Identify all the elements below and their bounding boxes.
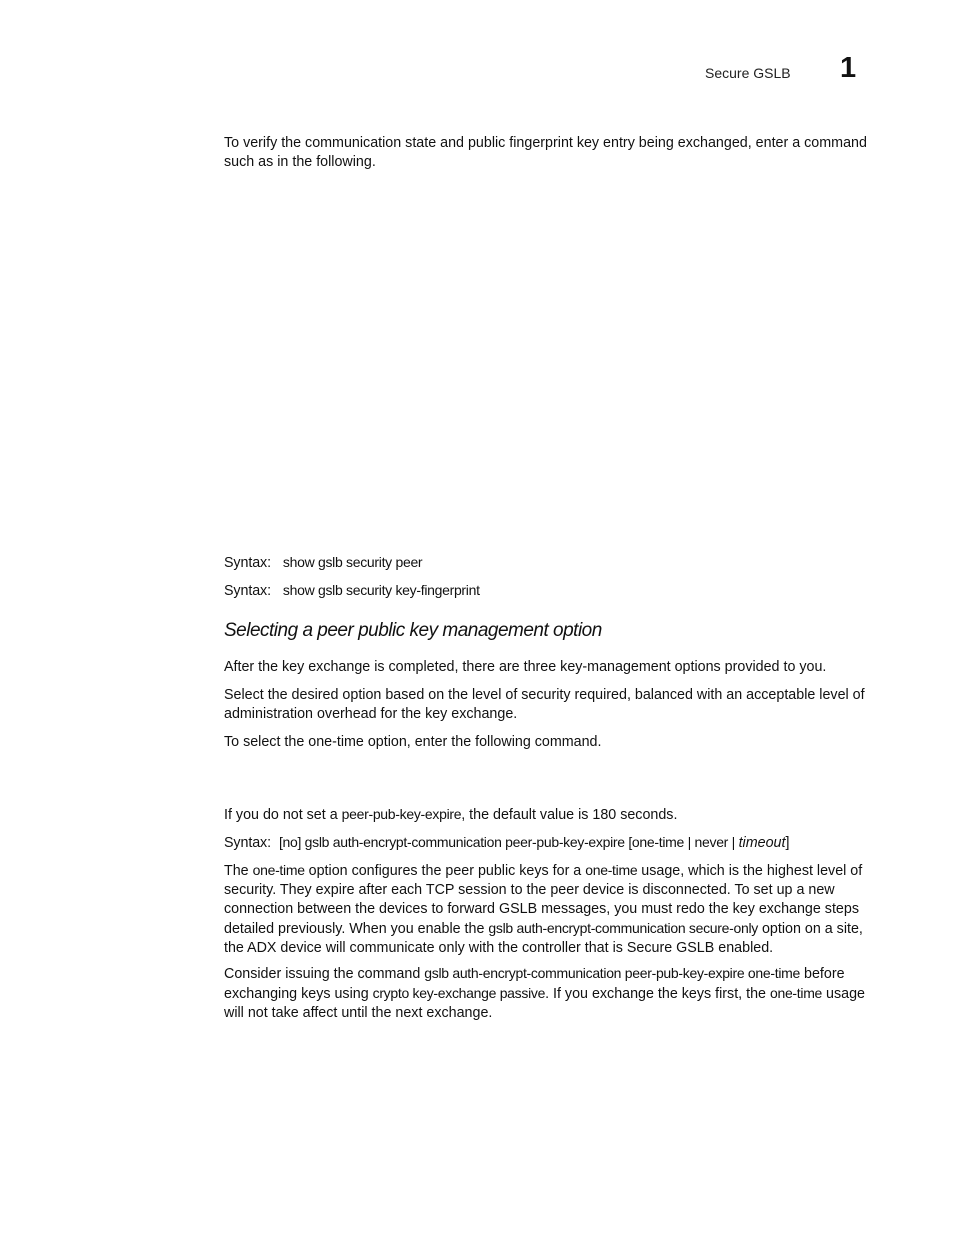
intro-paragraph: To verify the communication state and public fingerprint key entry being exchanged, enter a command such as in the following. (224, 135, 867, 170)
syntax-command: show gslb security peer (282, 554, 423, 570)
syntax-label: Syntax: (224, 555, 271, 571)
inline-command: one-time (252, 862, 305, 878)
text-run: usage, which is the highest level of security. They expire after each TCP session to the peer device is disconnected. To set up a new connection between the devices to forward GSLB messages, you must redo the key exchange steps detailed previously. When you enable the (224, 863, 863, 937)
command-output-area (224, 190, 864, 520)
syntax-line-fingerprint (224, 581, 874, 601)
paragraph-key-options: After the key exchange is completed, there are three key-management options provided to you. (224, 659, 827, 675)
inline-command: crypto key-exchange passive (372, 985, 546, 1001)
syntax-bracket: ] (785, 835, 790, 851)
inline-command: gslb auth-encrypt-communication secure-only (488, 920, 758, 936)
syntax-line-peer (224, 553, 874, 573)
paragraph-one-time-description (224, 861, 874, 958)
syntax-line-expire (224, 833, 874, 853)
running-header-chapter-number: 1 (840, 52, 857, 84)
running-header-section-title: Secure GSLB (705, 65, 791, 81)
text-run: , the default value is 180 seconds. (461, 807, 678, 823)
syntax-label: Syntax: (224, 835, 271, 851)
text-run: Consider issuing the command (224, 966, 425, 982)
text-run: before exchanging keys using (224, 966, 845, 1002)
inline-command: gslb auth-encrypt-communication peer-pub-key-expire one-time (424, 965, 801, 981)
inline-command: peer-pub-key-expire (341, 806, 462, 822)
syntax-command: show gslb security key-fingerprint (282, 582, 480, 598)
paragraph-select-option: Select the desired option based on the level of security required, balanced with an acceptable level of administration overhead for the key exchange. (224, 687, 865, 722)
paragraph-consider-issuing (224, 964, 874, 1023)
inline-command: one-time (585, 862, 638, 878)
section-heading: Selecting a peer public key management option (224, 620, 602, 641)
paragraph-default-value (224, 805, 874, 825)
text-run: option on a site, the ADX device will communicate only with the controller that is Secure GSLB enabled. (224, 921, 863, 956)
text-run: If you do not set a (224, 807, 342, 823)
inline-command: one-time (769, 985, 823, 1001)
text-run: The (224, 863, 253, 879)
syntax-label: Syntax: (224, 583, 271, 599)
text-run: option configures the peer public keys for a (304, 863, 586, 879)
text-run: usage will not take affect until the next exchange. (224, 986, 865, 1021)
syntax-command: [no] gslb auth-encrypt-communication peer-pub-key-expire [one-time | never | (278, 834, 739, 850)
text-run: . If you exchange the keys first, the (545, 986, 770, 1002)
paragraph-one-time-intro: To select the one-time option, enter the following command. (224, 734, 602, 750)
syntax-variable: timeout (738, 835, 786, 851)
